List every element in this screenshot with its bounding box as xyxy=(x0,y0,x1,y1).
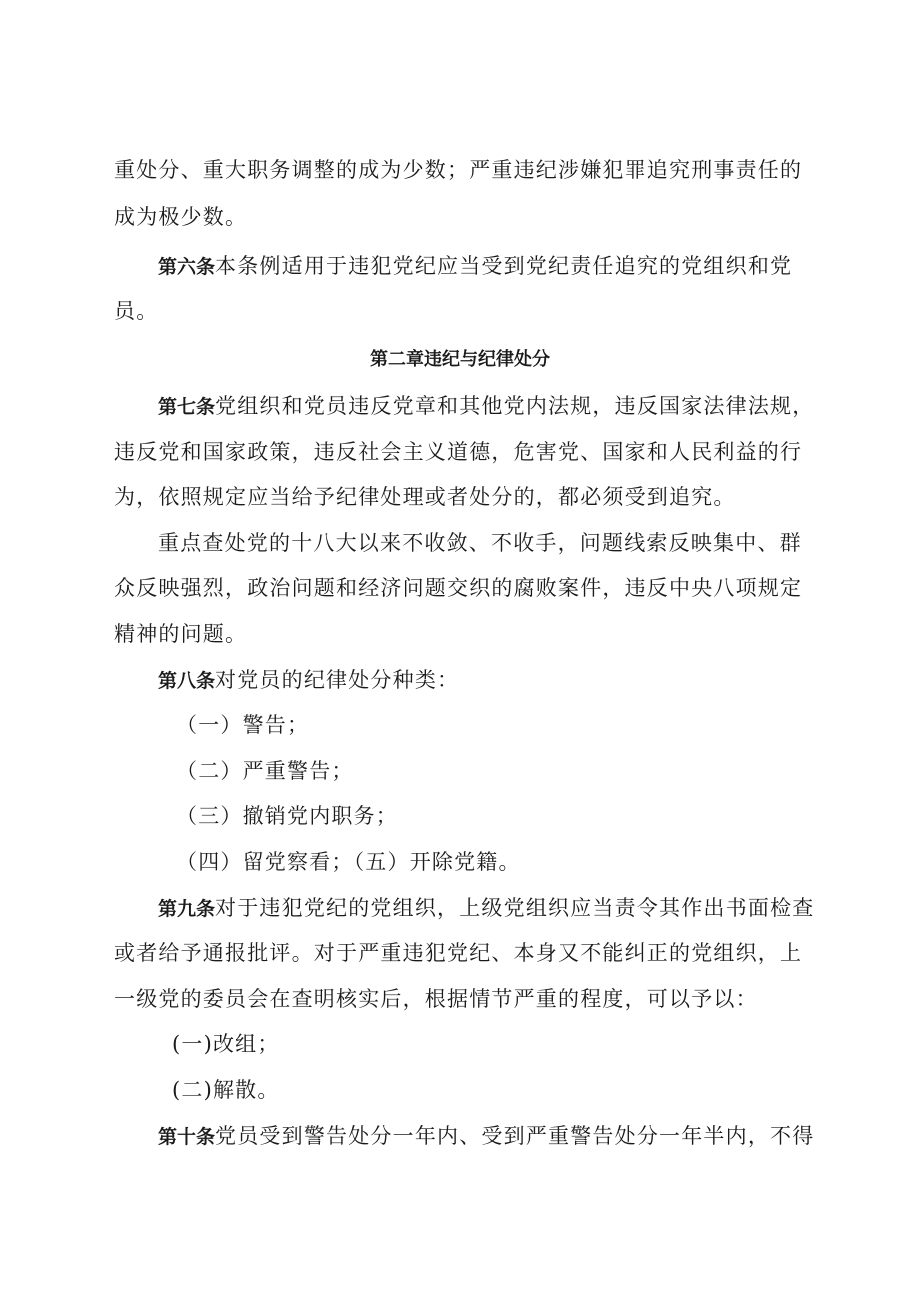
article-10 xyxy=(158,1122,814,1151)
list-item: （二）严重警告； xyxy=(176,759,354,783)
paragraph-line: 或者给予通报批评。对于严重违犯党纪、本身又不能纠正的党组织，上 xyxy=(114,941,803,965)
paragraph-line: 众反映强烈，政治问题和经济问题交织的腐败案件，违反中央八项规定 xyxy=(114,576,803,600)
article-text: 党员受到警告处分一年内、受到严重警告处分一年半内，不得 xyxy=(215,1124,815,1148)
article-7 xyxy=(158,392,814,421)
article-label: 第七条 xyxy=(158,396,216,418)
paragraph-line: 为，依照规定应当给予纪律处理或者处分的，都必须受到追究。 xyxy=(114,485,736,509)
paragraph-line: 一级党的委员会在查明核实后，根据情节严重的程度，可以予以： xyxy=(114,987,758,1011)
list-item: (二)解散。 xyxy=(172,1078,280,1102)
article-text: 对于违犯党纪的党组织，上级党组织应当责令其作出书面检查 xyxy=(215,896,815,920)
article-6 xyxy=(158,252,792,281)
article-label: 第八条 xyxy=(158,670,216,692)
list-item: (一)改组； xyxy=(172,1032,280,1056)
paragraph-line: 精神的问题。 xyxy=(114,622,248,646)
paragraph-line: 重处分、重大职务调整的成为少数；严重违纪涉嫌犯罪追究刑事责任的 xyxy=(114,158,803,182)
article-text: 对党员的纪律处分种类： xyxy=(215,668,460,692)
article-label: 第九条 xyxy=(158,898,216,920)
paragraph-line: 重点查处党的十八大以来不收敛、不收手，问题线索反映集中、群 xyxy=(158,531,802,555)
paragraph-line: 员。 xyxy=(114,299,159,323)
article-8 xyxy=(158,666,459,695)
list-item: （一）警告； xyxy=(176,713,310,737)
list-item: （三）撤销党内职务； xyxy=(176,804,398,828)
paragraph-line: 违反党和国家政策，违反社会主义道德，危害党、国家和人民利益的行 xyxy=(114,440,803,464)
chapter-title: 第二章违纪与纪律处分 xyxy=(370,349,550,370)
article-label: 第十条 xyxy=(158,1126,216,1148)
article-9 xyxy=(158,894,814,923)
list-item: （四）留党察看；（五）开除党籍。 xyxy=(176,850,521,874)
article-label: 第六条 xyxy=(158,256,216,278)
article-text: 党组织和党员违反党章和其他党内法规，违反国家法律法规， xyxy=(215,394,815,418)
article-text: 本条例适用于违犯党纪应当受到党纪责任追究的党组织和党 xyxy=(215,254,793,278)
paragraph-line: 成为极少数。 xyxy=(114,205,248,229)
